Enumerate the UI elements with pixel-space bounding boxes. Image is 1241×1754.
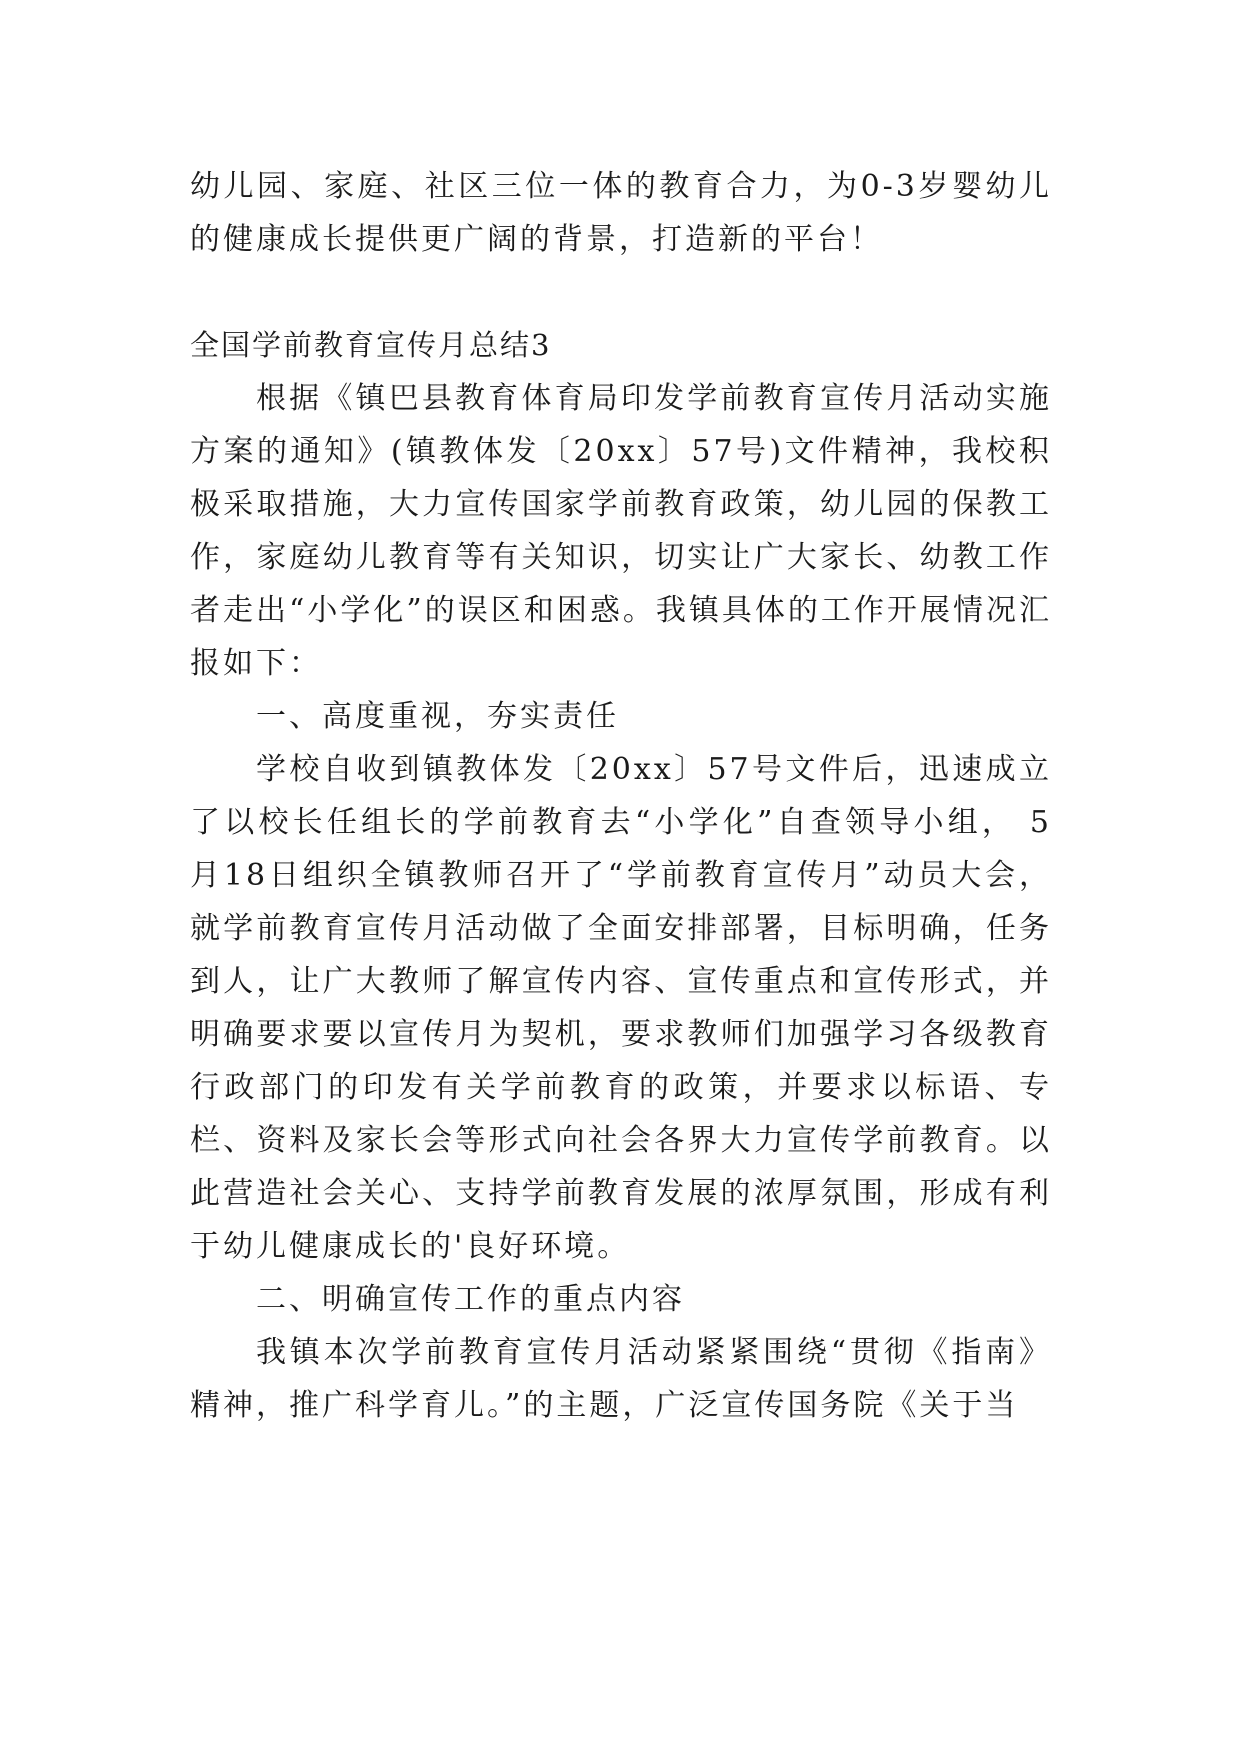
section-title: 全国学前教育宣传月总结3 [190, 328, 552, 362]
body-paragraph-two: 我镇本次学前教育宣传月活动紧紧围绕“贯彻《指南》精神，推广科学育儿。”的主题，广泛宣传国务院《关于当 [190, 1335, 1052, 1423]
intro-paragraph: 幼儿园、家庭、社区三位一体的教育合力，为0-3岁婴幼儿的健康成长提供更广阔的背景，打造新的平台！ [190, 169, 1052, 257]
document-body [190, 160, 1052, 1432]
body-paragraph-one: 学校自收到镇教体发〔20xx〕57号文件后，迅速成立了以校长任组长的学前教育去“小学化”自查领导小组， 5月18日组织全镇教师召开了“学前教育宣传月”动员大会，就学前教育宣传月活动做了全面安排部署，目标明确，任务到人，让广大教师了解宣传内容、宣传重点和宣传形式，并明确要求要以宣传月为契机，要求教师们加强学习各级教育行政部门的印发有关学前教育的政策，并要求以标语、专栏、资料及家长会等形式向社会各界大力宣传学前教育。以此营造社会关心、支持学前教育发展的浓厚氛围，形成有利于幼儿健康成长的'良好环境。 [190, 752, 1052, 1264]
heading-one: 一、高度重视，夯实责任 [256, 699, 619, 734]
body-paragraph-intro: 根据《镇巴县教育体育局印发学前教育宣传月活动实施方案的通知》(镇教体发〔20xx〕57号)文件精神，我校积极采取措施，大力宣传国家学前教育政策，幼儿园的保教工作，家庭幼儿教育等有关知识，切实让广大家长、幼教工作者走出“小学化”的误区和困惑。我镇具体的工作开展情况汇报如下： [190, 381, 1052, 681]
heading-two: 二、明确宣传工作的重点内容 [256, 1282, 685, 1317]
paragraph-gap [190, 266, 1052, 319]
